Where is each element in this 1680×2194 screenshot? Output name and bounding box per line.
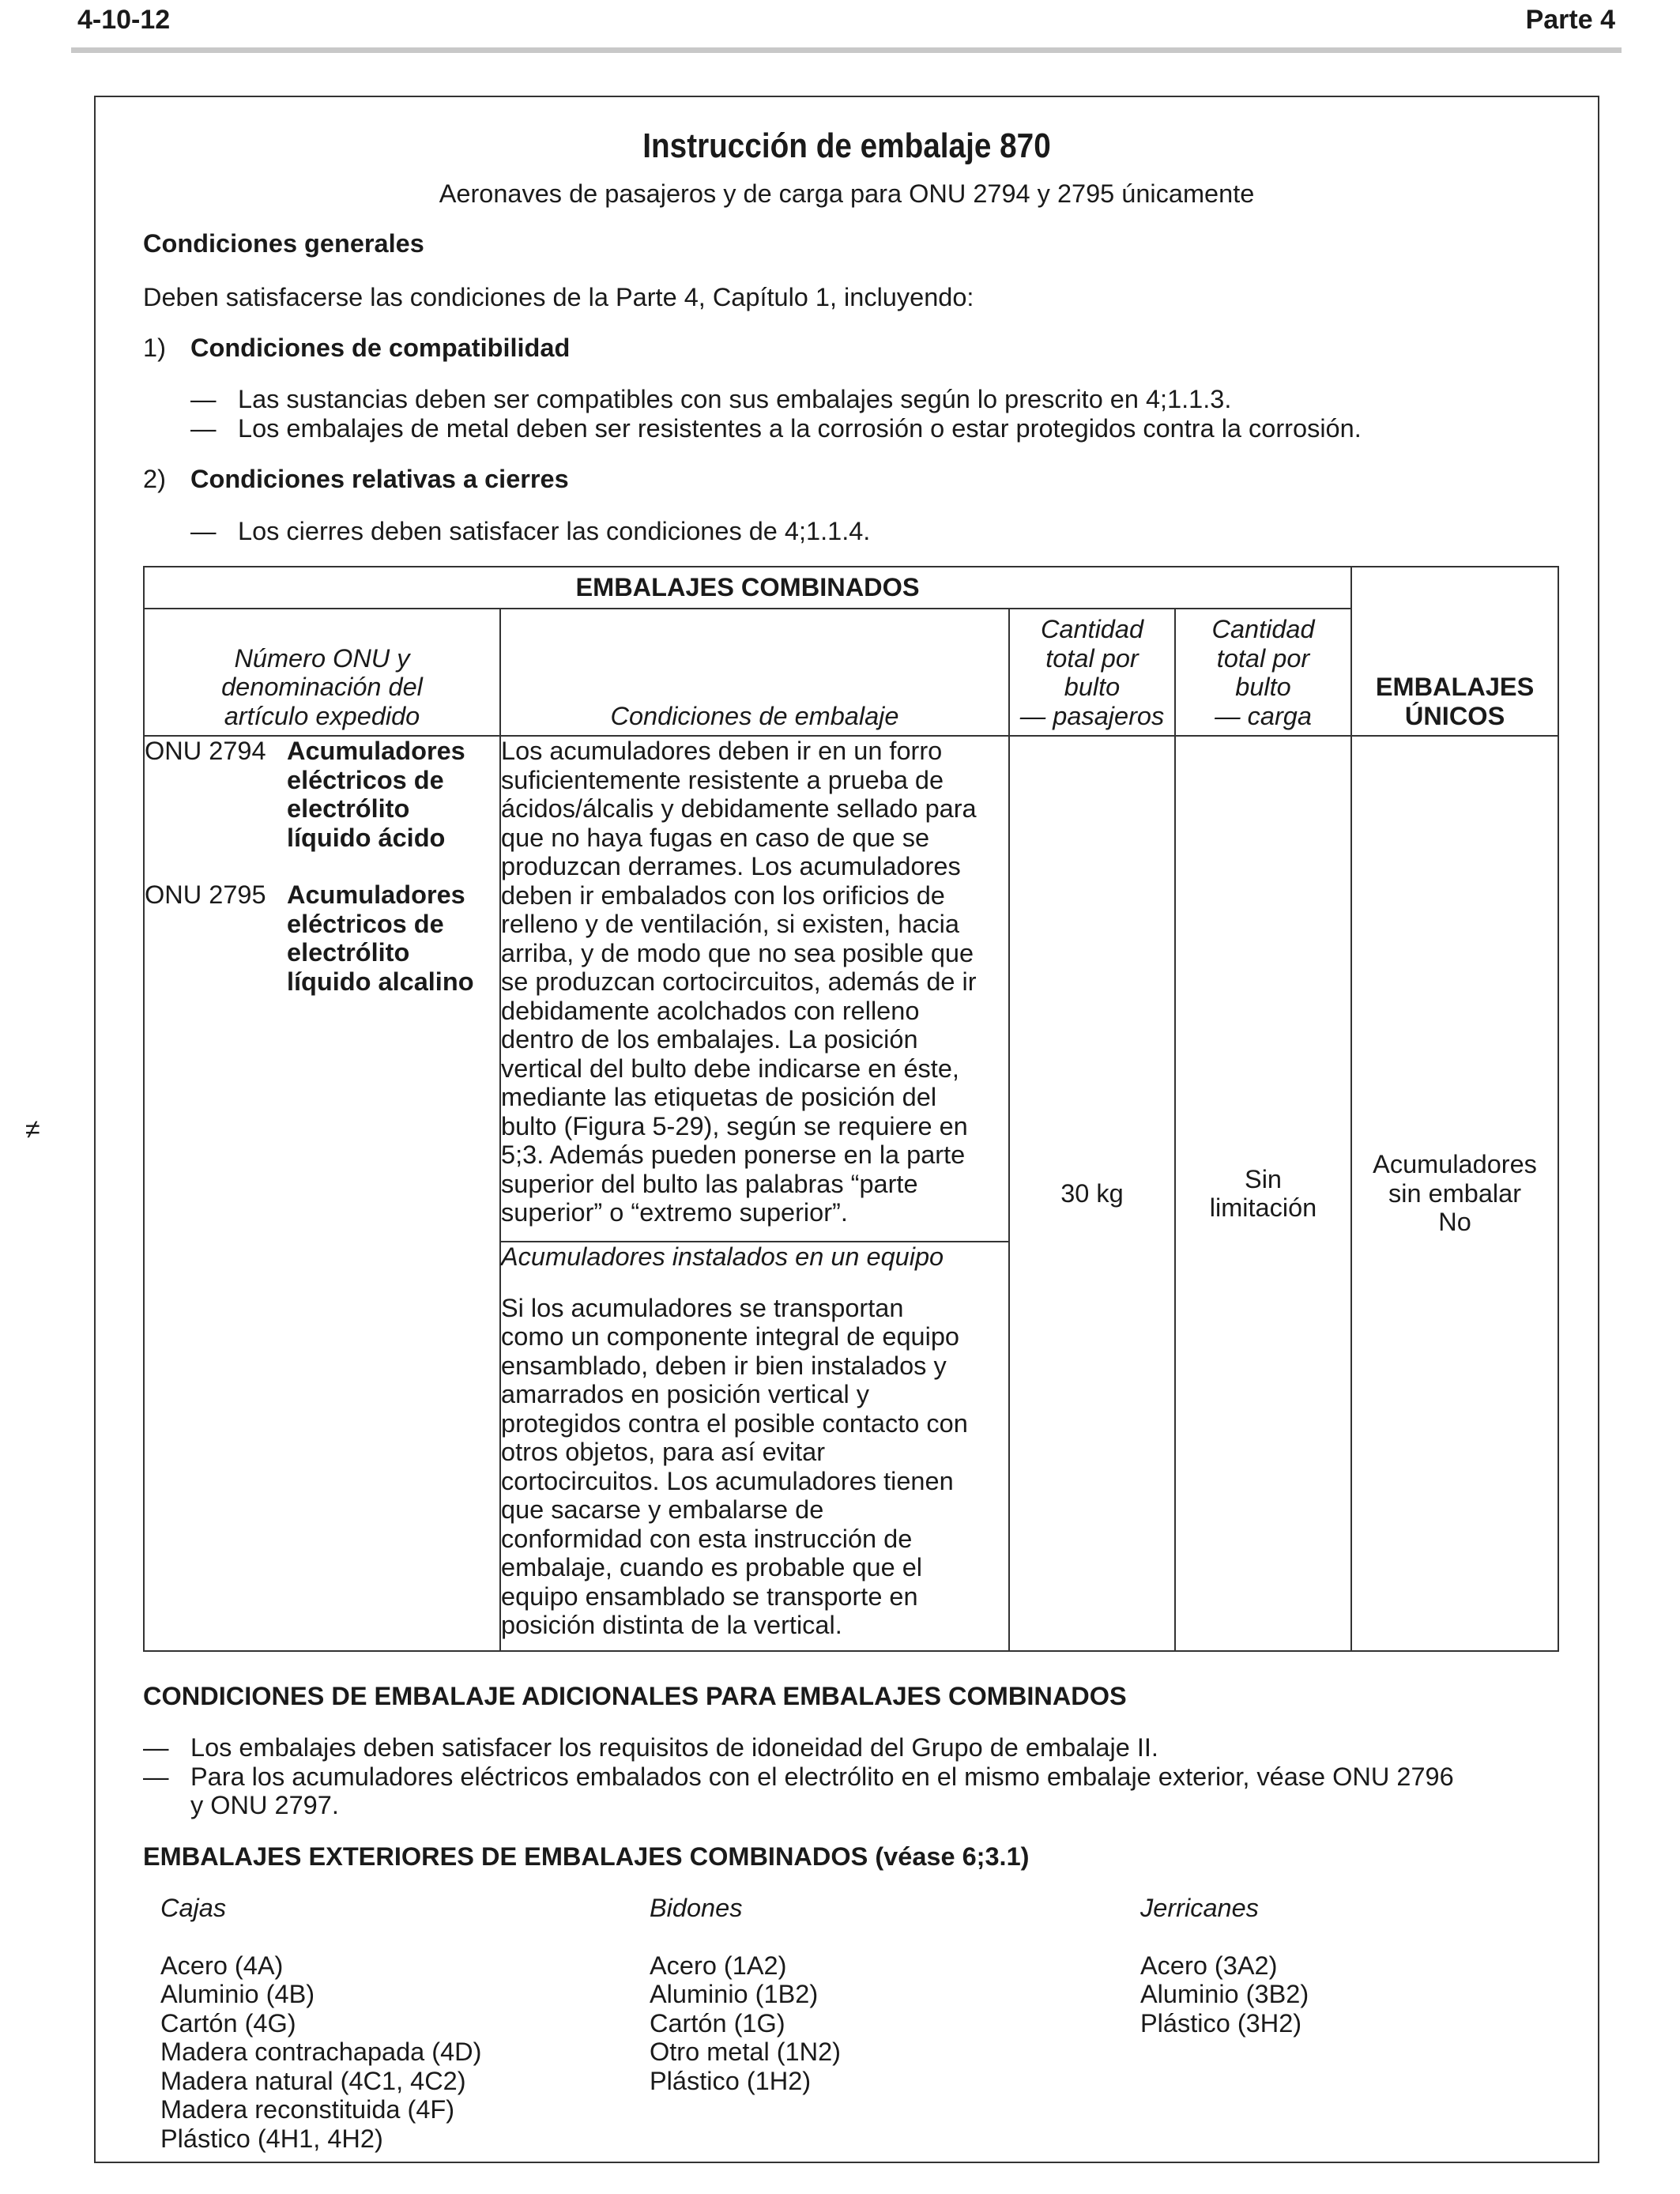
single-header: EMBALAJES ÚNICOS xyxy=(1351,567,1558,736)
header-rule xyxy=(71,47,1622,53)
outer-column-title: Jerricanes xyxy=(1140,1894,1259,1922)
page-subtitle: Aeronaves de pasajeros y de carga para ONU 2794 y 2795 únicamente xyxy=(439,179,1255,208)
page-header xyxy=(71,5,1622,47)
un-entry-2795: ONU 2795 Acumuladores eléctricos de electrólito líquido alcalino xyxy=(145,880,474,996)
section-1-list xyxy=(190,385,1362,443)
un-entry-2794: ONU 2794 Acumuladores eléctricos de electrólito líquido ácido xyxy=(145,737,465,852)
list-item: — Las sustancias deben ser compatibles con sus embalajes según lo prescrito en 4;1.1.3. xyxy=(190,385,1232,413)
additional-heading: CONDICIONES DE EMBALAJE ADICIONALES PARA EMBALAJES COMBINADOS xyxy=(143,1682,1127,1710)
cargo-column-header: Cantidad total por bulto — carga xyxy=(1175,609,1351,736)
page-part: Parte 4 xyxy=(1525,5,1615,35)
outer-heading: EMBALAJES EXTERIORES DE EMBALAJES COMBINADOS (véase 6;3.1) xyxy=(143,1842,1030,1871)
general-heading: Condiciones generales xyxy=(143,229,424,258)
single-packaging-value: Acumuladores sin embalar No xyxy=(1351,736,1558,1651)
outer-column-drums: Bidones Acero (1A2) Aluminio (1B2) Cartón (1G) Otro metal (1N2) Plástico (1H2) xyxy=(650,1894,842,2095)
page-date: 4-10-12 xyxy=(77,5,171,35)
outer-column-title: Bidones xyxy=(650,1894,743,1922)
list-item: — Los embalajes deben satisfacer los requisitos de idoneidad del Grupo de embalaje II. xyxy=(143,1733,1158,1762)
installed-equipment-text: Acumuladores instalados en un equipo Si los acumuladores se transportan como un componente integral de equipo ensamblado, deben ir bien instalados y amarrados en posición vertical y protegidos contra el posible contacto con otros objetos, para así evitar cortocircuitos. Los acumuladores tienen que sacarse y embalarse de conformidad con esta instrucción de embalaje, cuando es probable que el equipo ensamblado se transporte en posición distinta de la vertical. xyxy=(500,1242,1009,1651)
additional-list xyxy=(143,1733,1454,1820)
packing-table xyxy=(143,566,1559,1652)
section-2-list xyxy=(190,517,870,546)
margin-change-mark: ≠ xyxy=(25,1114,40,1144)
installed-equipment-title: Acumuladores instalados en un equipo xyxy=(501,1242,944,1271)
outer-column-jerricans: Jerricanes Acero (3A2) Aluminio (3B2) Plástico (3H2) xyxy=(1140,1894,1309,2038)
section-2-number: 2) xyxy=(143,465,166,493)
section-1-title: Condiciones de compatibilidad xyxy=(190,334,571,362)
un-column-header: Número ONU y denominación del artículo expedido xyxy=(144,609,500,736)
un-entries-cell xyxy=(144,736,500,1651)
cargo-quantity: Sin limitación xyxy=(1175,736,1351,1651)
page-title: Instrucción de embalaje 870 xyxy=(642,126,1051,165)
packing-conditions-text: Los acumuladores deben ir en un forro suficientemente resistente a prueba de ácidos/álcalis y debidamente sellado para que no haya fugas en caso de que se produzcan derrames. Los acumuladores deben ir embalados con los orificios de relleno y de ventilación, si existen, hacia arriba, y de modo que no sea posible que se produzcan cortocircuitos, además de ir debidamente acolchados con relleno dentro de los embalajes. La posición vertical del bulto debe indicarse en éste, mediante las etiquetas de posición del bulto (Figura 5-29), según se requiere en 5;3. Además pueden ponerse en la parte superior del bulto las palabras “parte superior” o “extremo superior”. xyxy=(500,736,1009,1242)
list-item: — Los embalajes de metal deben ser resistentes a la corrosión o estar protegidos contra la corrosión. xyxy=(190,413,1362,443)
section-1-number: 1) xyxy=(143,334,166,362)
outer-column-boxes: Cajas Acero (4A) Aluminio (4B) Cartón (4G) Madera contrachapada (4D) Madera natural (4C1, 4C2) Madera reconstituida (4F) Plástico (4H1, 4H2) xyxy=(160,1894,482,2153)
conditions-column-header: Condiciones de embalaje xyxy=(500,609,1009,736)
passenger-quantity: 30 kg xyxy=(1009,736,1175,1651)
passenger-column-header: Cantidad total por bulto — pasajeros xyxy=(1009,609,1175,736)
general-intro: Deben satisfacerse las condiciones de la Parte 4, Capítulo 1, incluyendo: xyxy=(143,283,974,311)
section-2-title: Condiciones relativas a cierres xyxy=(190,465,569,493)
list-item: — Para los acumuladores eléctricos embalados con el electrólito en el mismo embalaje exterior, véase ONU 2796 xyxy=(143,1762,1454,1791)
list-item-continuation: y ONU 2797. xyxy=(190,1791,339,1819)
outer-column-title: Cajas xyxy=(160,1894,227,1922)
combined-header: EMBALAJES COMBINADOS xyxy=(144,567,1351,609)
list-item: — Los cierres deben satisfacer las condiciones de 4;1.1.4. xyxy=(190,517,871,545)
